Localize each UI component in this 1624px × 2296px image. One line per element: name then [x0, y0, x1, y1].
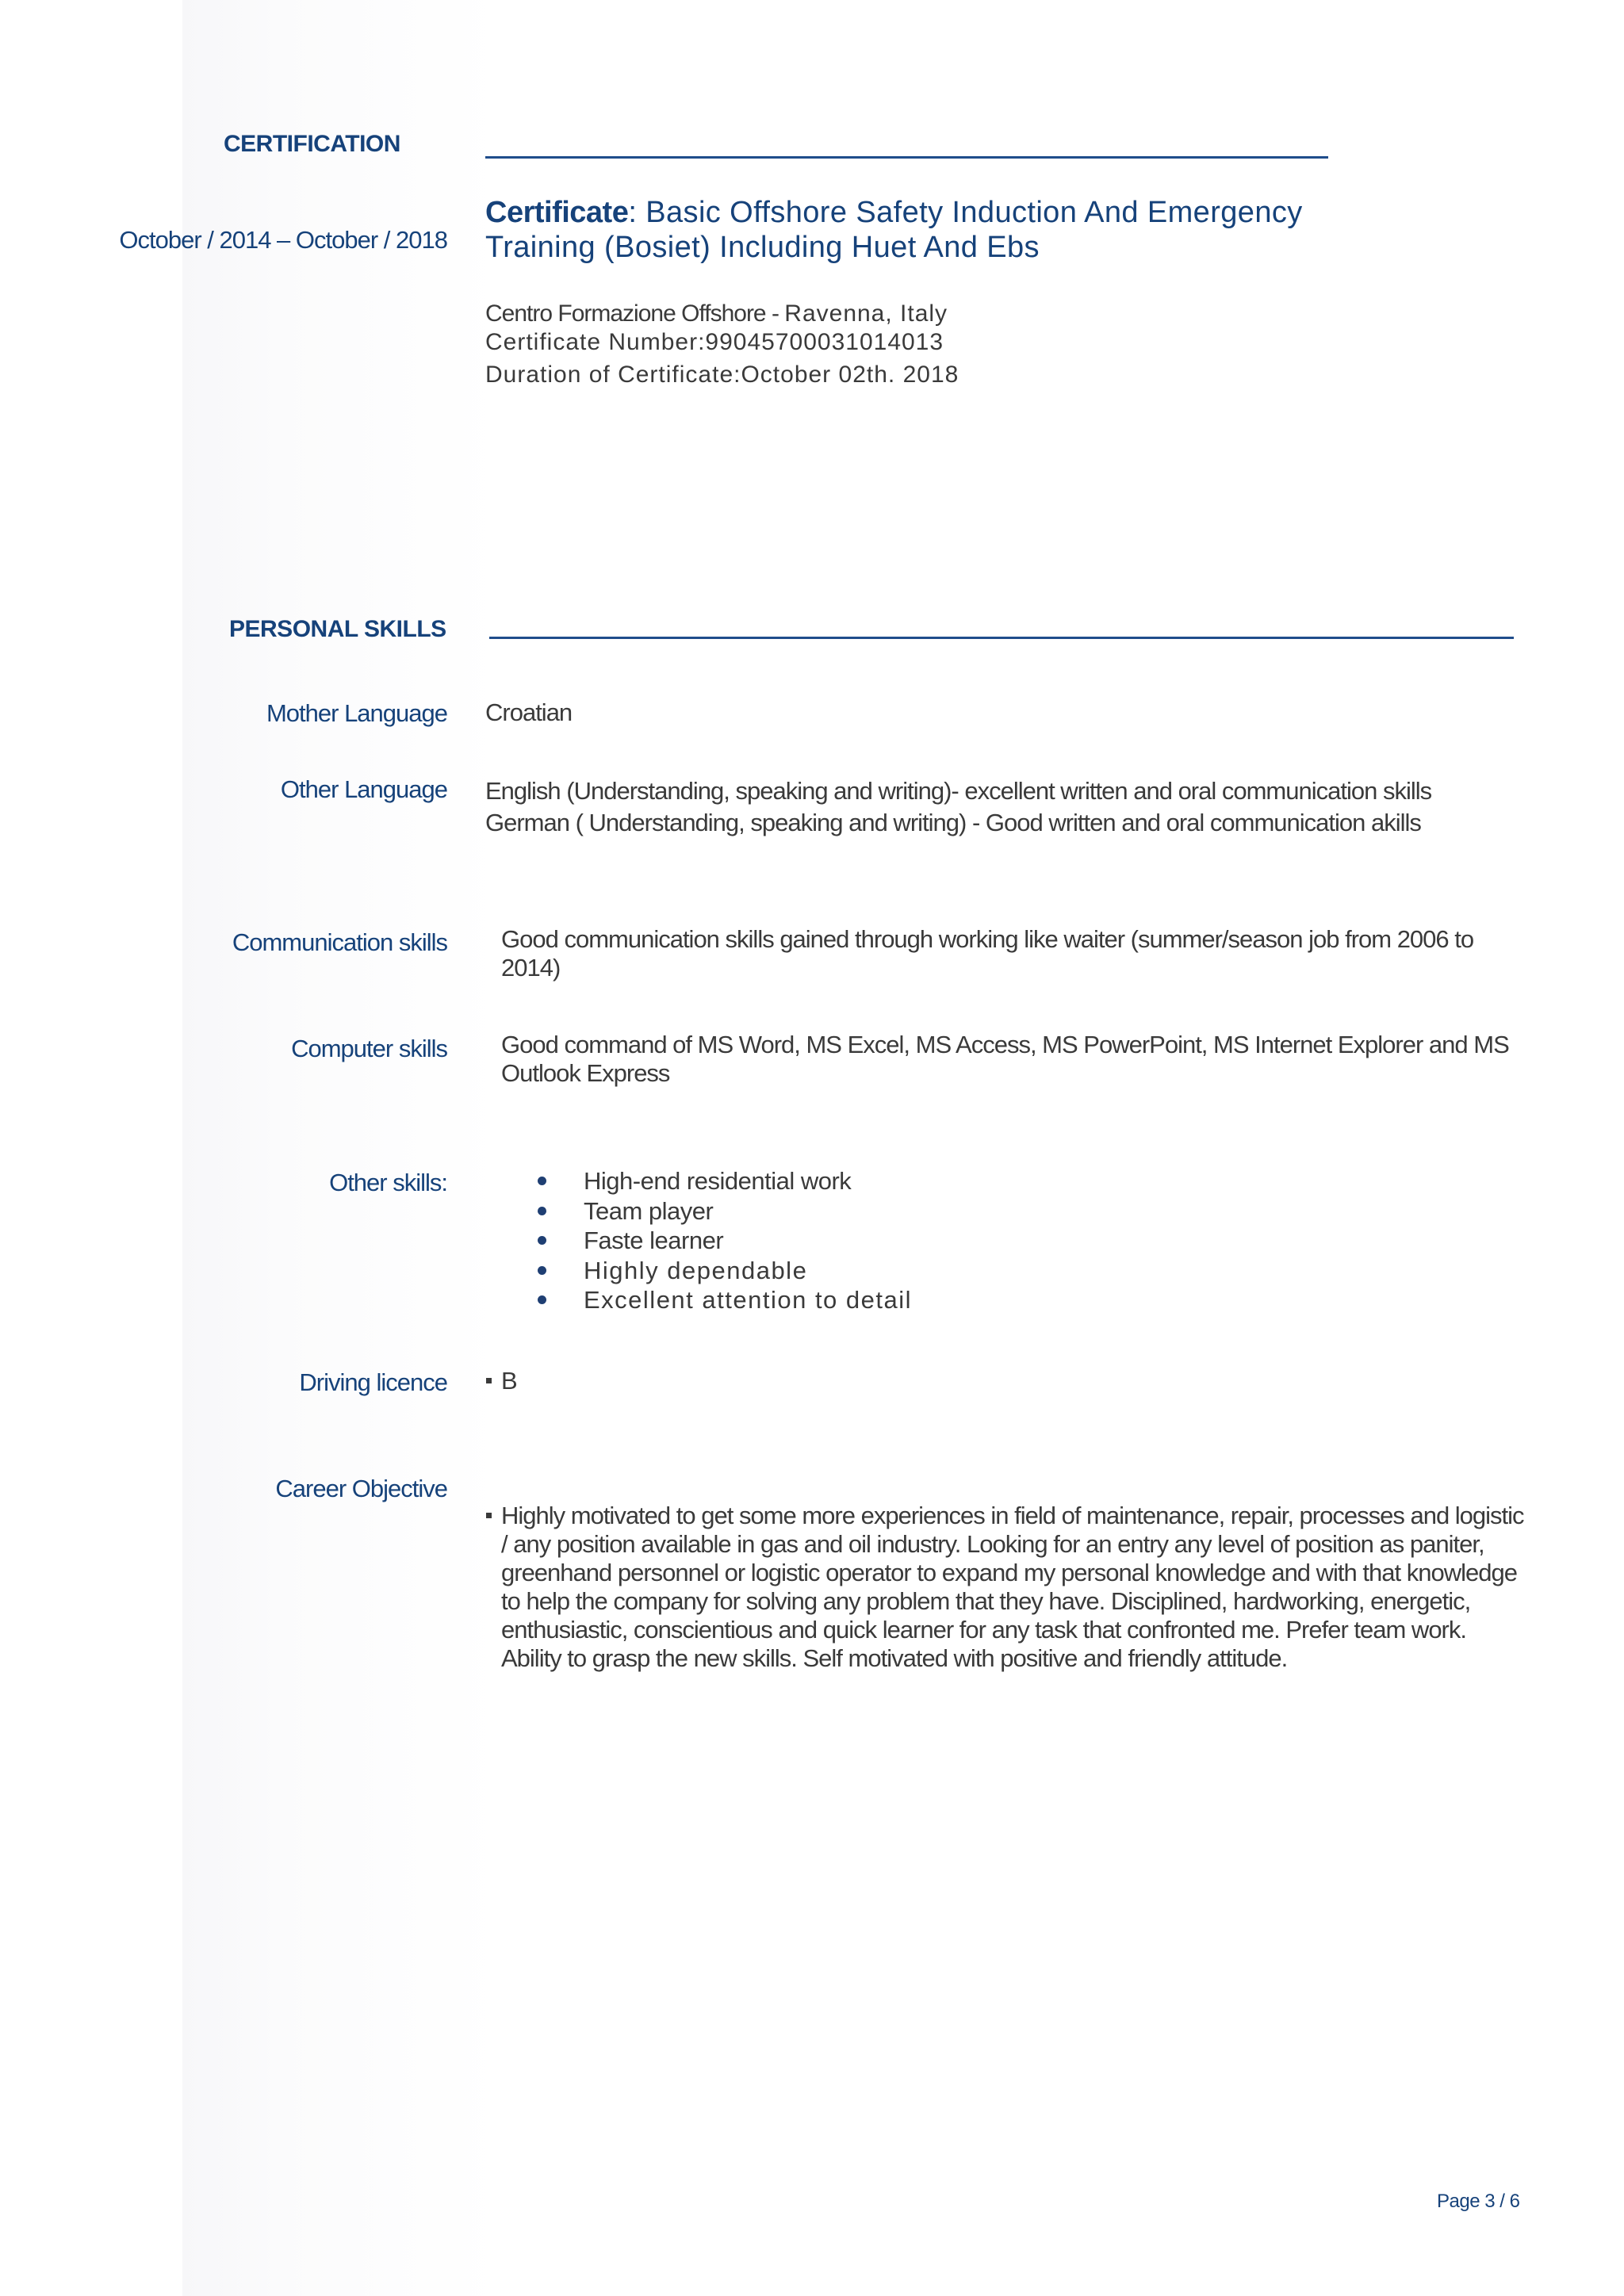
- bullet-icon: [538, 1266, 546, 1275]
- mother-language-label: Mother Language: [266, 699, 447, 727]
- driving-licence-label: Driving licence: [299, 1368, 447, 1396]
- page-number: Page 3 / 6: [1437, 2191, 1520, 2212]
- other-language-value: [485, 775, 1532, 839]
- certificate-number: Certificate Number:99045700031014013: [485, 329, 944, 355]
- other-language-line2: German ( Understanding, speaking and writing) - Good written and oral communication akills: [485, 809, 1421, 836]
- certificate-institution: [485, 300, 1437, 328]
- list-item-text: High-end residential work: [584, 1167, 852, 1195]
- career-objective-value: [486, 1502, 1530, 1673]
- list-item-text: Highly dependable: [584, 1256, 808, 1284]
- list-item-text: Faste learner: [584, 1226, 724, 1254]
- list-item-text: Team player: [584, 1196, 714, 1225]
- communication-skills-label: Communication skills: [232, 928, 447, 956]
- list-item: [534, 1166, 1486, 1196]
- square-bullet-icon: [486, 1378, 492, 1383]
- driving-licence-text: B: [501, 1367, 517, 1395]
- bullet-icon: [538, 1177, 546, 1185]
- computer-skills-label: Computer skills: [291, 1035, 447, 1062]
- bullet-icon: [538, 1295, 546, 1304]
- certificate-title-bold: Certificate: [485, 196, 629, 229]
- driving-licence-value: [486, 1367, 1624, 1395]
- list-item: [534, 1285, 1486, 1315]
- list-item: [534, 1256, 1486, 1286]
- certificate-title-line1: [485, 195, 1437, 230]
- mother-language-value: Croatian: [485, 698, 573, 726]
- personal-skills-rule: [489, 637, 1514, 639]
- list-item: [534, 1196, 1486, 1226]
- square-bullet-icon: [486, 1513, 492, 1518]
- certification-rule: [485, 156, 1328, 159]
- institution-location: Ravenna, Italy: [784, 300, 948, 327]
- bullet-icon: [538, 1236, 546, 1245]
- career-objective-label: Career Objective: [275, 1475, 447, 1502]
- other-skills-label: Other skills:: [329, 1169, 447, 1196]
- certificate-title-text: : Basic Offshore Safety Induction And Emergency: [628, 196, 1303, 229]
- career-objective-text: Highly motivated to get some more experiences in field of maintenance, repair, processes and logistic / any position available in gas and oil industry. Looking for an entry any level of position as paniter, greenhand personnel or logistic operator to expand my personal knowledge and with that knowledge to help the company for solving any problem that they have. Disciplined, hardworking, energetic, enthusiastic, conscientious and quick learner for any task that confronted me. Prefer team work. Ability to grasp the new skills. Self motivated with positive and friendly attitude.: [501, 1502, 1524, 1672]
- other-language-line1: English (Understanding, speaking and writing)- excellent written and oral communication skills: [485, 777, 1432, 805]
- certification-date-range: October / 2014 – October / 2018: [119, 226, 447, 254]
- certificate-duration: Duration of Certificate:October 02th. 2018: [485, 362, 959, 388]
- list-item: [534, 1226, 1486, 1256]
- other-skills-list: [534, 1166, 1486, 1315]
- personal-skills-heading: PERSONAL SKILLS: [229, 616, 446, 642]
- communication-skills-value: Good communication skills gained through working like waiter (summer/season job from 2006 to 2014): [501, 925, 1474, 982]
- certificate-title: [485, 195, 1437, 265]
- other-language-label: Other Language: [280, 775, 447, 803]
- certificate-title-line2: Training (Bosiet) Including Huet And Ebs: [485, 231, 1040, 264]
- list-item-text: Excellent attention to detail: [584, 1286, 913, 1314]
- certificate-details: [485, 300, 1437, 389]
- certification-heading: CERTIFICATION: [224, 131, 400, 157]
- institution-name: Centro Formazione Offshore -: [485, 300, 785, 327]
- bullet-icon: [538, 1207, 546, 1215]
- computer-skills-value: Good command of MS Word, MS Excel, MS Access, MS PowerPoint, MS Internet Explorer and MS Outlook Express: [501, 1031, 1509, 1087]
